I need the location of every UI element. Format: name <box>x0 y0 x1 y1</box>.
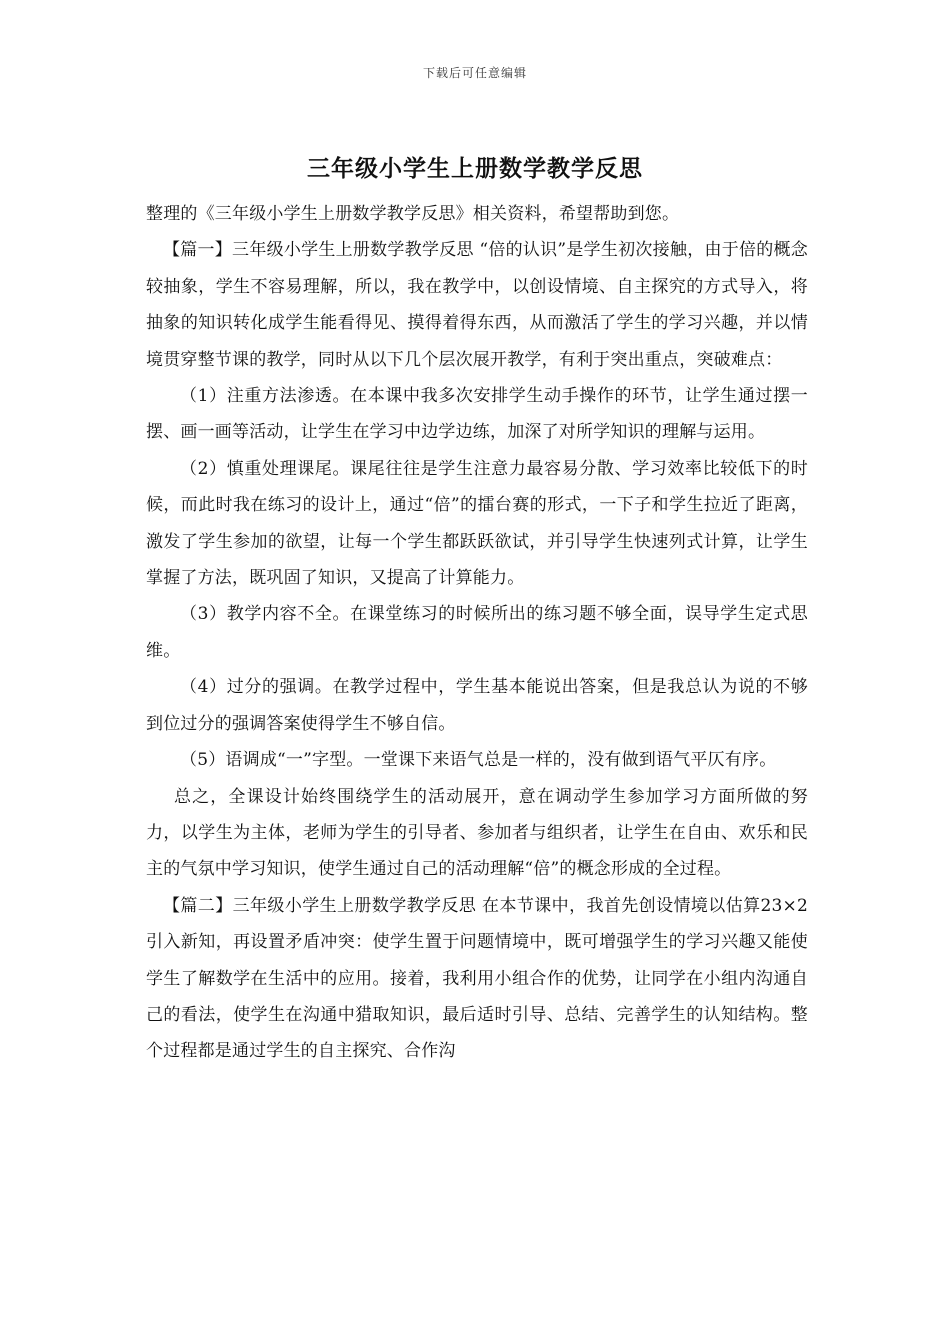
intro-paragraph: 整理的《三年级小学生上册数学教学反思》相关资料，希望帮助到您。 <box>146 204 680 224</box>
section1-point5-paragraph: （5）语调成“一”字型。一堂课下来语气总是一样的，没有做到语气平仄有序。 <box>180 750 777 771</box>
header-note: 下载后可任意编辑 <box>422 66 527 80</box>
section1-point2-paragraph: （2）慎重处理课尾。课尾往往是学生注意力最容易分散、学习效率比较低下的时候，而此时我在练习的设计上，通过“倍”的擂台赛的形式，一下子和学生拉近了距离，激发了学生参加的欲望，让每一个学生都跃跃欲试，并引导学生快速列式计算，让学生掌握了方法，既巩固了知识，又提高了计算能力。 <box>146 458 808 589</box>
section1-summary-paragraph: 总之，全课设计始终围绕学生的活动展开，意在调动学生参加学习方面所做的努力，以学生为主体，老师为学生的引导者、参加者与组织者，让学生在自由、欢乐和民主的气氛中学习知识，使学生通过自己的活动理解“倍”的概念形成的全过程。 <box>146 786 808 880</box>
section1-lead-paragraph: 【篇一】三年级小学生上册数学教学反思 “倍的认识”是学生初次接触，由于倍的概念较抽象，学生不容易理解，所以，我在教学中，以创设情境、自主探究的方式导入，将抽象的知识转化成学生能看得见、摸得着得东西，从而激活了学生的学习兴趣，并以情境贯穿整节课的教学，同时从以下几个层次展开教学，有利于突出重点，突破难点： <box>146 240 808 370</box>
document-title: 三年级小学生上册数学教学反思 <box>307 155 643 182</box>
document-body <box>146 196 808 1070</box>
section1-point4-paragraph: （4）过分的强调。在教学过程中，学生基本能说出答案，但是我总认为说的不够到位过分的强调答案使得学生不够自信。 <box>146 677 808 734</box>
section2-lead-paragraph: 【篇二】三年级小学生上册数学教学反思 在本节课中，我首先创设情境以估算23×2引入新知，再设置矛盾冲突：使学生置于问题情境中，既可增强学生的学习兴趣又能使学生了解数学在生活中的应用。接着，我利用小组合作的优势，让同学在小组内沟通自己的看法，使学生在沟通中猎取知识，最后适时引导、总结、完善学生的认知结构。整个过程都是通过学生的自主探究、合作沟 <box>146 895 808 1062</box>
section1-point3-paragraph: （3）教学内容不全。在课堂练习的时候所出的练习题不够全面，误导学生定式思维。 <box>146 604 808 661</box>
section1-point1-paragraph: （1）注重方法渗透。在本课中我多次安排学生动手操作的环节，让学生通过摆一摆、画一画等活动，让学生在学习中边学边练，加深了对所学知识的理解与运用。 <box>146 386 808 443</box>
